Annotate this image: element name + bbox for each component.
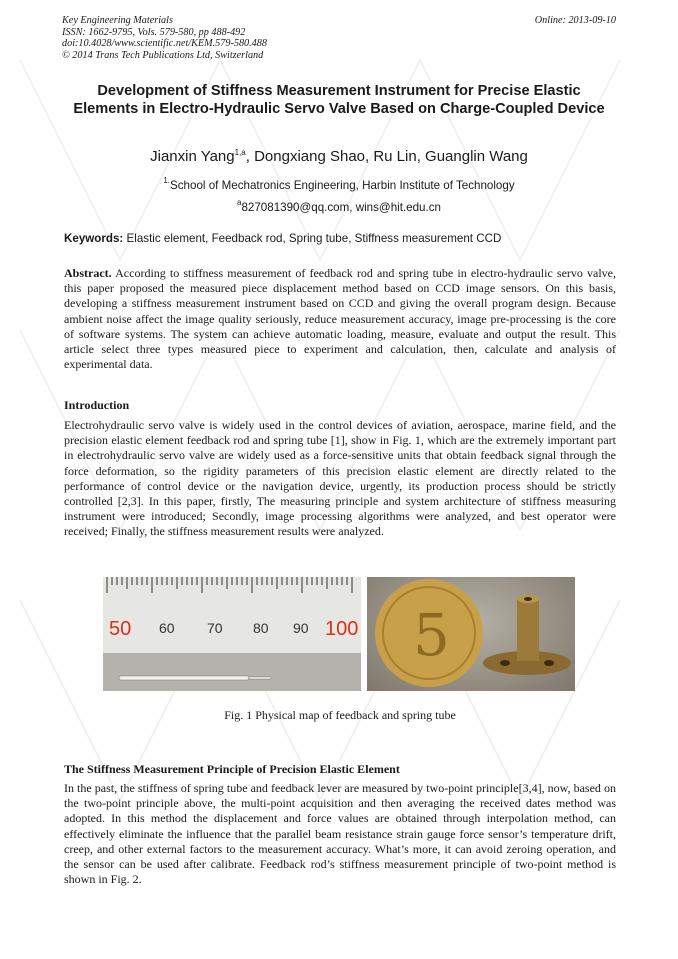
email-text: 827081390@qq.com, wins@hit.edu.cn (241, 201, 441, 214)
keywords-text: Elastic element, Feedback rod, Spring tube, Stiffness measurement CCD (126, 232, 502, 245)
doi-line: doi:10.4028/www.scientific.net/KEM.579-580.488 (62, 38, 267, 49)
paper-title: Development of Stiffness Measurement Instrument for Precise Elastic Elements in Electro-Hydraulic Servo Valve Based on Charge-Coupled Device (73, 83, 605, 117)
ruler-drawing (103, 577, 361, 691)
introduction-paragraph: Electrohydraulic servo valve is widely used in the control devices of aviation, aerospace, marine field, and the precision elastic element feedback rod and spring tube [1], show in Fig. 1, which are the extremely important part in electrohydraulic servo valve are widely used as a force-sensitive units that obtain feedback signal through the force deformation, so the rigidity parameters of this precision elastic element are directly related to the performance of control device or the navigation device, urgently, its production process should be strictly controlled [2,3]. In this paper, firstly, The measuring principle and system architecture of stiffness measuring instrument were introduced; Secondly, image processing algorithms were analyzed, and best operator were received; Finally, the stiffness measurement results were analyzed. (64, 418, 616, 539)
other-authors: , Dongxiang Shao, Ru Lin, Guanglin Wang (245, 148, 528, 165)
affiliation-text: School of Mechatronics Engineering, Harbin Institute of Technology (170, 179, 515, 192)
ruler-label: 60 (159, 620, 175, 636)
spring-tube-photo (367, 577, 575, 691)
journal-name: Key Engineering Materials (62, 15, 173, 26)
abstract-label: Abstract. (64, 266, 112, 280)
author-list (64, 148, 614, 165)
affiliation-superscript: 1. (163, 176, 171, 185)
keywords-line (64, 232, 616, 245)
ruler-label: 50 (109, 618, 132, 640)
journal-header (62, 15, 267, 61)
figure-caption: Fig. 1 Physical map of feedback and spring tube (224, 708, 456, 722)
first-author: Jianxin Yang (150, 148, 235, 165)
section-paragraph: In the past, the stiffness of spring tube and feedback lever are measured by two-point principle[3,4], now, based on the two-point principle above, the multi-point acquisition and then averaging the received dates method was adopted. In this method the displacement and force values are obtained through interpolation method, can effectively eliminate the influence that the parallel beam resistance strain gauge force sensor’s temperature drift, creep, and other external factors to the measurement accuracy. What’s more, it can avoid zeroing operation, and the sensor can be used after calibrate. Feedback rod’s stiffness measurement principle of two-point method is shown in Fig. 2. (64, 781, 616, 887)
ruler-label: 90 (293, 620, 309, 636)
affiliation (64, 176, 614, 192)
email-superscript: a (237, 198, 242, 207)
feedback-rod-photo (103, 577, 361, 691)
section-heading: The Stiffness Measurement Principle of Precision Elastic Element (64, 762, 400, 776)
coin-and-tube-drawing (367, 577, 575, 691)
spring-tube (483, 595, 571, 675)
ruler-label: 70 (207, 620, 223, 636)
issn-line: ISSN: 1662-9795, Vols. 579-580, pp 488-492 (62, 26, 246, 38)
feedback-rod (119, 676, 271, 680)
svg-text:5: 5 (413, 601, 450, 669)
abstract-text: According to stiffness measurement of feedback rod and spring tube in electro-hydraulic servo valve, this paper proposed the measured piece displacement method based on CCD image sensors. On this basis, developing a stiffness measurement instrument based on CCD and giving the overall program design. Because ambient noise affect the image quality seriously, reduce measurement accuracy, image pre-processing is the core of software systems. The system can achieve automatic loading, measure, evaluate and output the result. This article select three types measured piece to experiment and calculation, then, calculate and analysis of experimental data. (64, 266, 617, 372)
online-date: Online: 2013-09-10 (534, 15, 616, 26)
copyright-line: © 2014 Trans Tech Publications Ltd, Switzerland (62, 49, 264, 61)
coin (375, 579, 483, 687)
ruler-label: 100 (325, 618, 359, 640)
abstract-paragraph (64, 266, 616, 372)
ruler-label: 80 (253, 620, 269, 636)
author-emails (64, 198, 614, 214)
keywords-label: Keywords: (64, 232, 124, 245)
introduction-heading: Introduction (64, 398, 130, 412)
author-superscript: 1,a (234, 148, 246, 157)
